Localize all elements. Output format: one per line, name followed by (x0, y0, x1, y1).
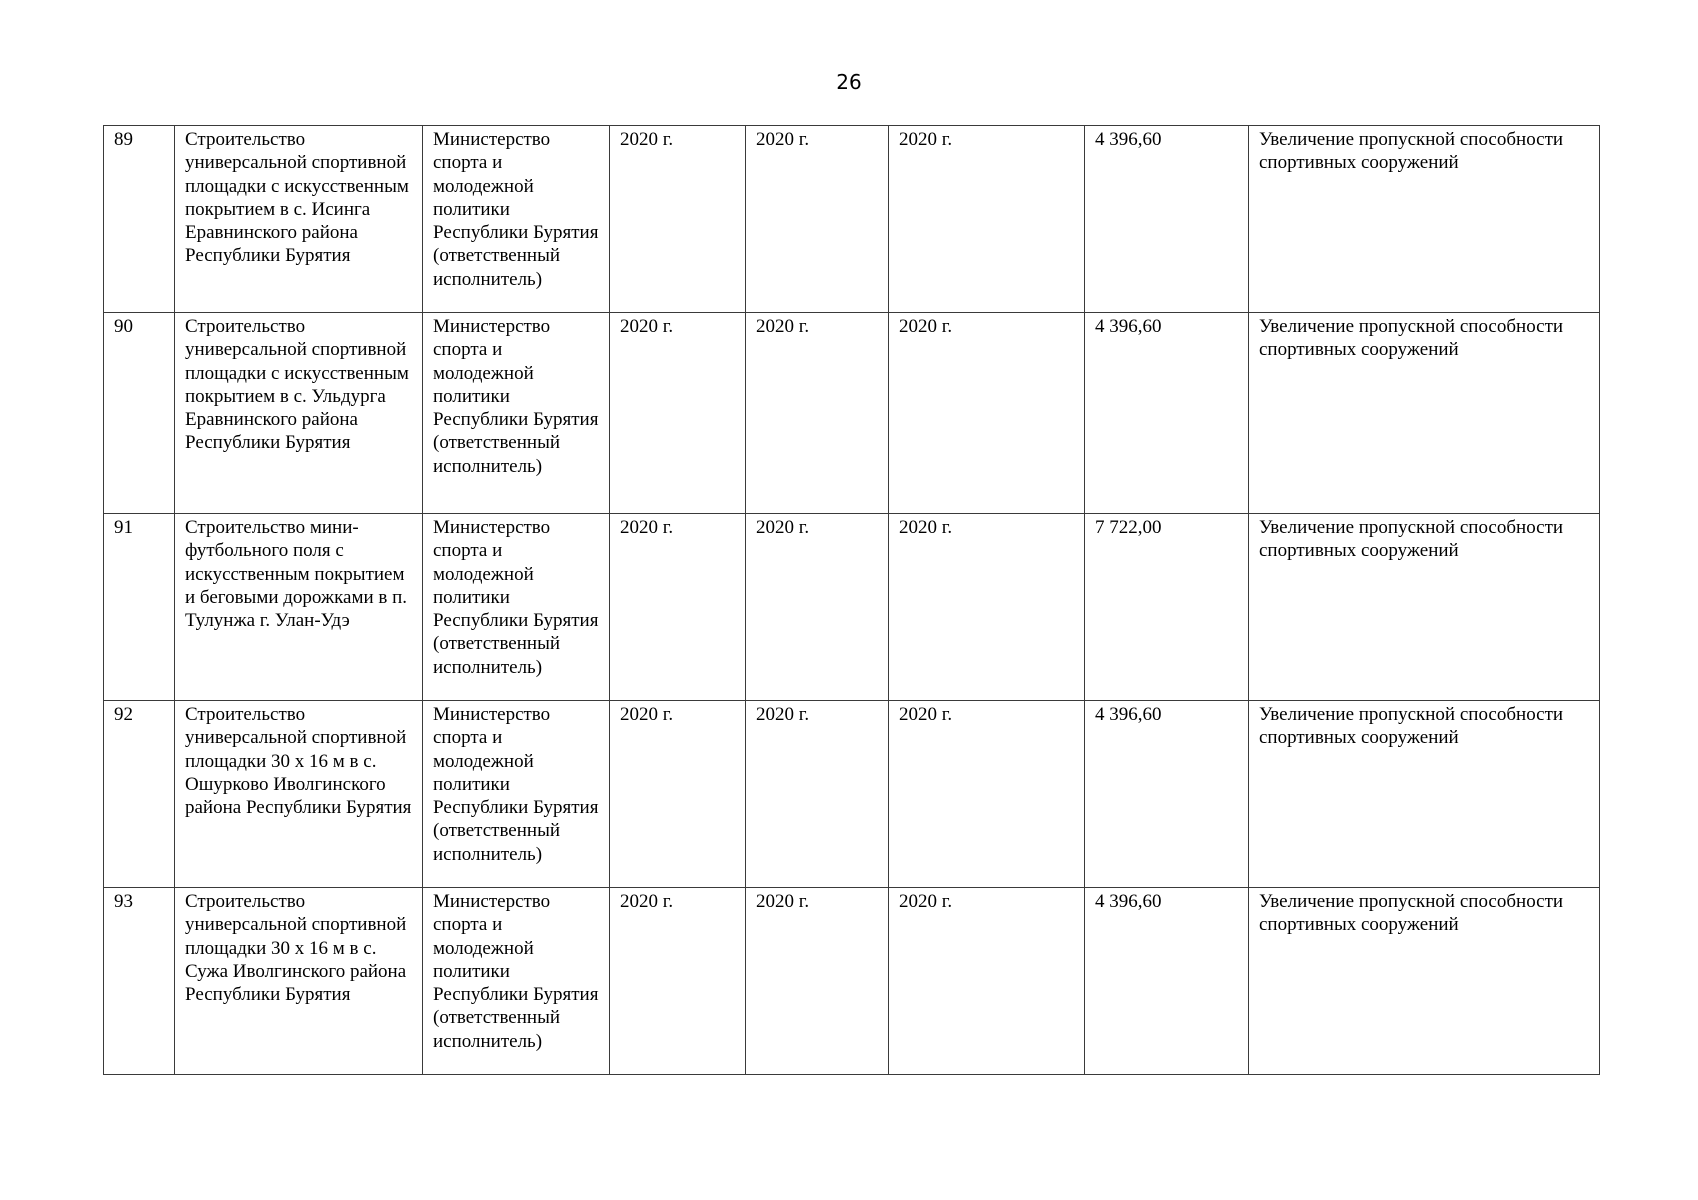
program-table (103, 125, 1600, 1075)
year-implementation: 2020 г. (889, 701, 1085, 888)
year-implementation: 2020 г. (889, 126, 1085, 313)
year-implementation: 2020 г. (889, 514, 1085, 701)
year-end: 2020 г. (746, 514, 889, 701)
executor: Министерство спорта и молодежной политики Республики Бурятия (ответственный исполнитель) (423, 701, 610, 888)
measure-name: Строительство универсальной спортивной площадки с искусственным покрытием в с. Ульдурга Еравнинского района Республики Бурятия (175, 313, 423, 514)
expected-result: Увеличение пропускной способности спортивных сооружений (1249, 126, 1600, 313)
table-row (104, 126, 1600, 313)
table-row (104, 888, 1600, 1075)
row-number: 89 (104, 126, 175, 313)
year-end: 2020 г. (746, 701, 889, 888)
amount: 4 396,60 (1085, 888, 1249, 1075)
year-end: 2020 г. (746, 126, 889, 313)
measure-name: Строительство универсальной спортивной площадки 30 х 16 м в с. Сужа Иволгинского района Республики Бурятия (175, 888, 423, 1075)
expected-result: Увеличение пропускной способности спортивных сооружений (1249, 888, 1600, 1075)
executor: Министерство спорта и молодежной политики Республики Бурятия (ответственный исполнитель) (423, 126, 610, 313)
year-end: 2020 г. (746, 313, 889, 514)
executor: Министерство спорта и молодежной политики Республики Бурятия (ответственный исполнитель) (423, 888, 610, 1075)
table-row (104, 514, 1600, 701)
row-number: 91 (104, 514, 175, 701)
year-start: 2020 г. (610, 701, 746, 888)
expected-result: Увеличение пропускной способности спортивных сооружений (1249, 701, 1600, 888)
amount: 4 396,60 (1085, 701, 1249, 888)
year-start: 2020 г. (610, 313, 746, 514)
page-number: 26 (836, 70, 862, 94)
measure-name: Строительство мини-футбольного поля с искусственным покрытием и беговыми дорожками в п. Тулунжа г. Улан-Удэ (175, 514, 423, 701)
table-row (104, 701, 1600, 888)
row-number: 93 (104, 888, 175, 1075)
row-number: 92 (104, 701, 175, 888)
year-start: 2020 г. (610, 888, 746, 1075)
year-implementation: 2020 г. (889, 313, 1085, 514)
row-number: 90 (104, 313, 175, 514)
year-implementation: 2020 г. (889, 888, 1085, 1075)
measure-name: Строительство универсальной спортивной площадки с искусственным покрытием в с. Исинга Еравнинского района Республики Бурятия (175, 126, 423, 313)
year-end: 2020 г. (746, 888, 889, 1075)
table-row (104, 313, 1600, 514)
year-start: 2020 г. (610, 126, 746, 313)
year-start: 2020 г. (610, 514, 746, 701)
amount: 7 722,00 (1085, 514, 1249, 701)
amount: 4 396,60 (1085, 313, 1249, 514)
expected-result: Увеличение пропускной способности спортивных сооружений (1249, 313, 1600, 514)
expected-result: Увеличение пропускной способности спортивных сооружений (1249, 514, 1600, 701)
amount: 4 396,60 (1085, 126, 1249, 313)
executor: Министерство спорта и молодежной политики Республики Бурятия (ответственный исполнитель) (423, 514, 610, 701)
executor: Министерство спорта и молодежной политики Республики Бурятия (ответственный исполнитель) (423, 313, 610, 514)
measure-name: Строительство универсальной спортивной площадки 30 х 16 м в с. Ошурково Иволгинского района Республики Бурятия (175, 701, 423, 888)
